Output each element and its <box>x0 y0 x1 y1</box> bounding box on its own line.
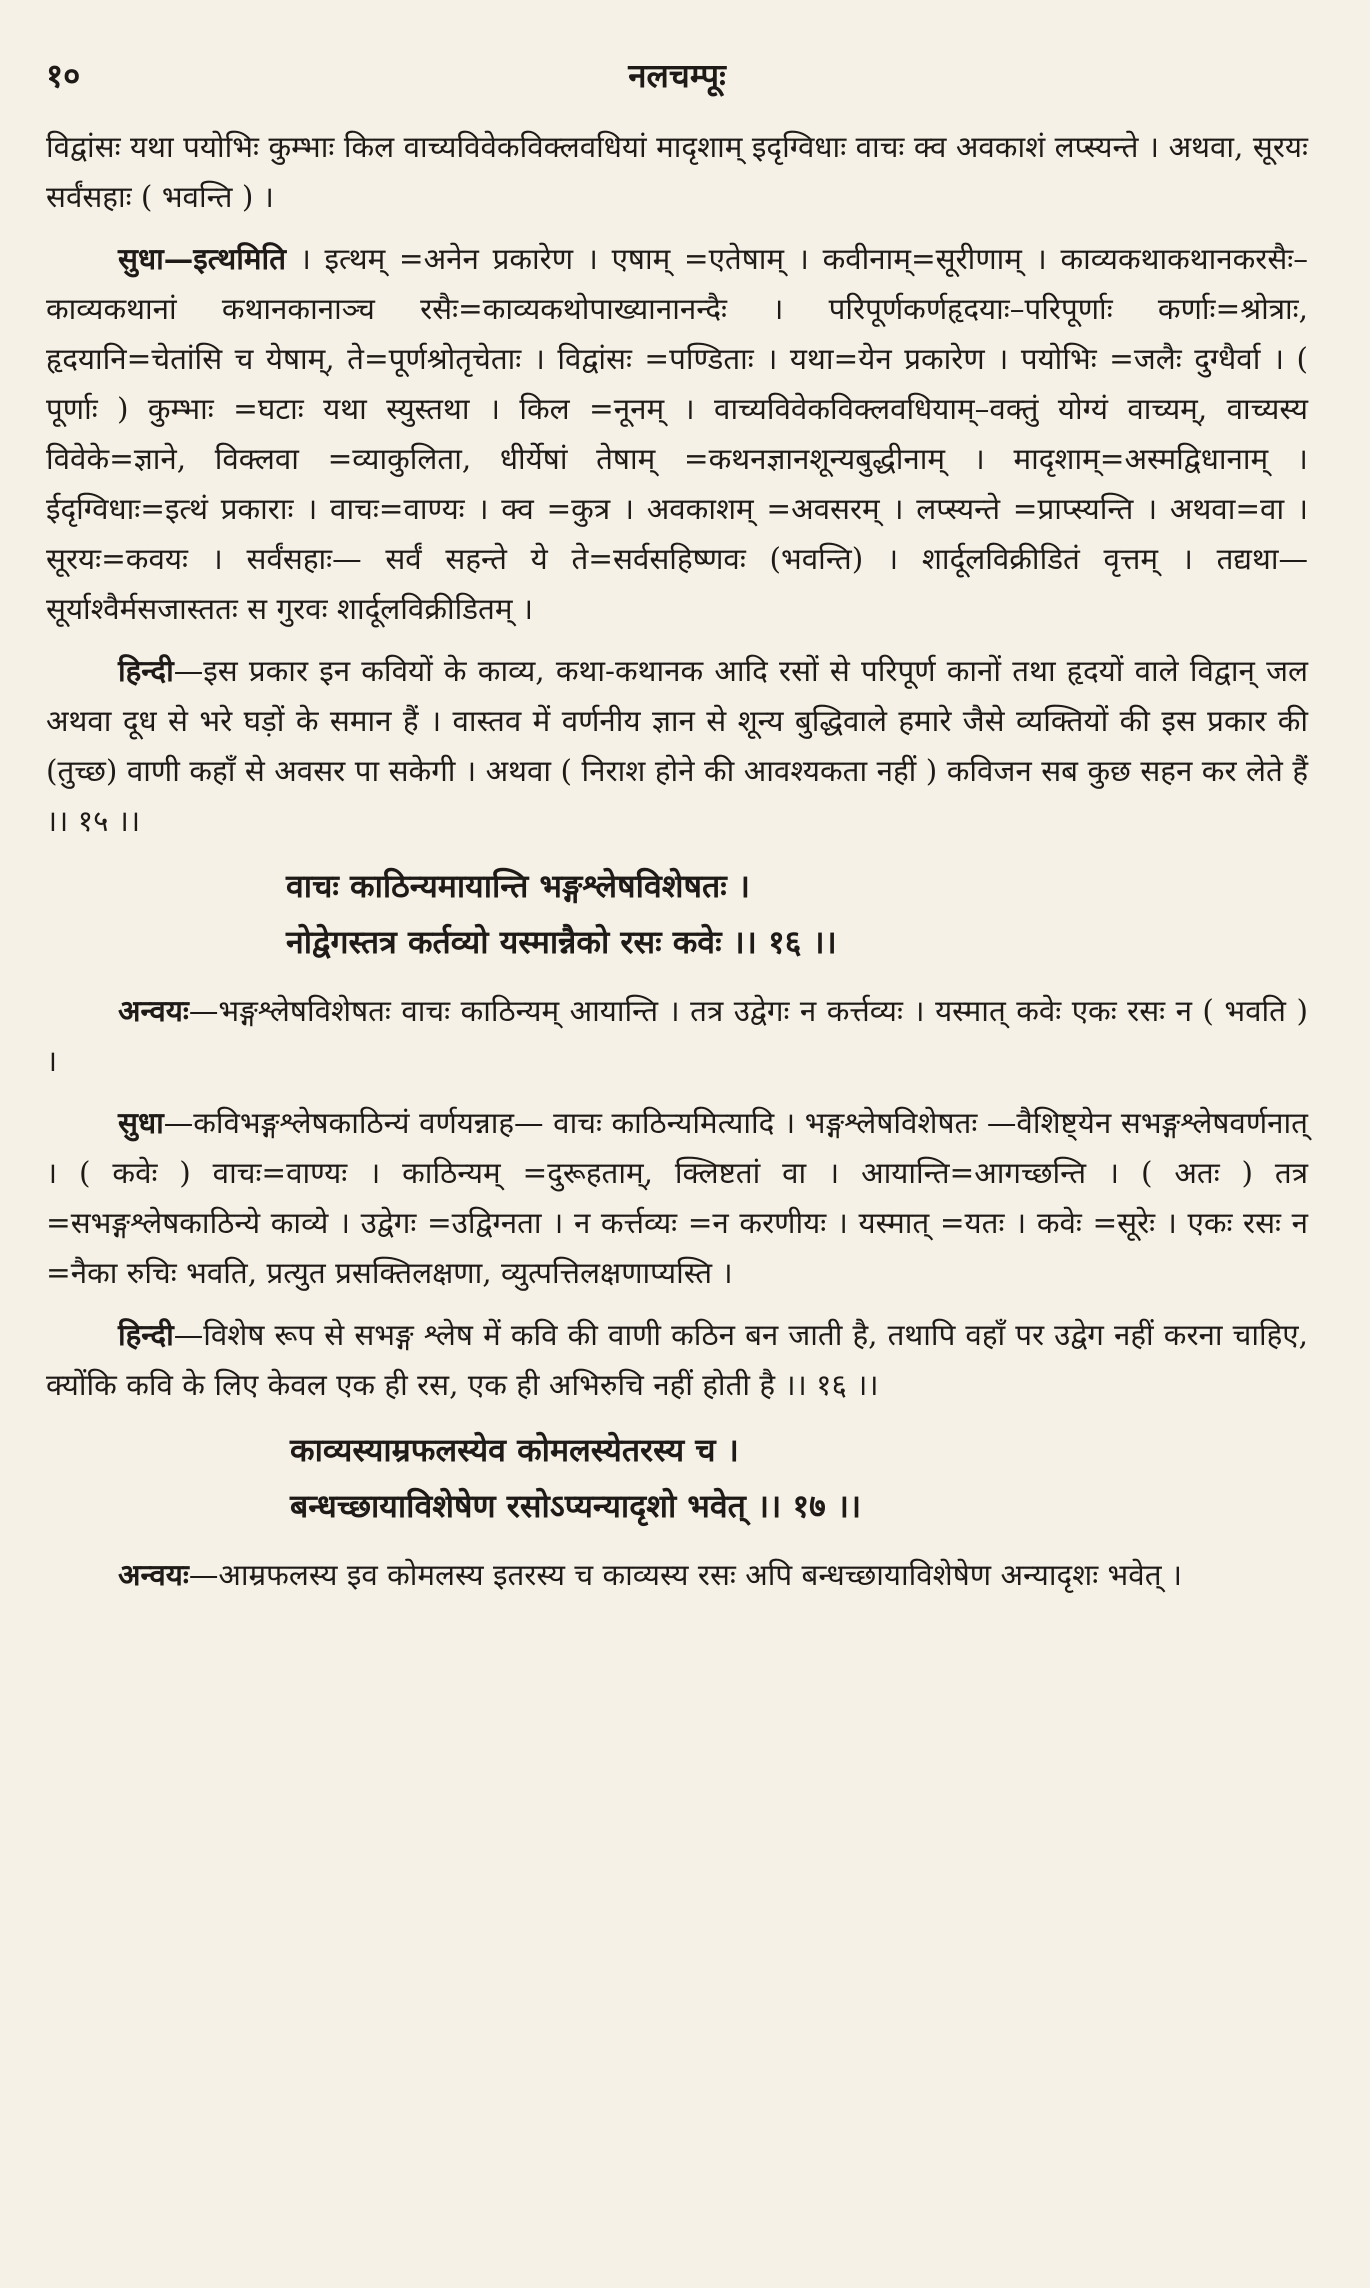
paragraph-label: अन्वयः <box>118 1557 189 1592</box>
text-paragraph <box>46 234 1308 634</box>
paragraph-text: —इस प्रकार इन कवियों के काव्य, कथा-कथानक आदि रसों से परिपूर्ण कानों तथा हृदयों वाले विद्वान् जल अथवा दूध से भरे घड़ों के समान हैं । वास्तव में वर्णनीय ज्ञान से शून्य बुद्धिवाले हमारे जैसे व्यक्तियों की इस प्रकार की (तुच्छ) वाणी कहाँ से अवसर पा सकेगी । अथवा ( निराश होने की आवश्यकता नहीं ) कविजन सब कुछ सहन कर लेते हैं ।। १५ ।। <box>46 654 1308 838</box>
paragraph-label: सुधा—इत्थमिति <box>118 241 287 276</box>
paragraph-text: —आम्रफलस्य इव कोमलस्य इतरस्य च काव्यस्य रसः अपि बन्धच्छायाविशेषेण अन्यादृशः भवेत् । <box>188 1558 1183 1592</box>
verse-line: नोद्वेगस्तत्र कर्तव्यो यस्मान्नैको रसः कवेः ।। १६ ।। <box>286 923 837 961</box>
paragraph-text: —विशेष रूप से सभङ्ग श्लेष में कवि की वाणी कठिन बन जाती है, तथापि वहाँ पर उद्वेग नहीं करना चाहिए, क्योंकि कवि के लिए केवल एक ही रस, एक ही अभिरुचि नहीं होती है ।। १६ ।। <box>46 1318 1308 1402</box>
text-paragraph <box>46 1550 1308 1600</box>
paragraph-label: हिन्दी <box>118 653 174 688</box>
verse-line: बन्धच्छायाविशेषेण रसोऽप्यन्यादृशो भवेत् ।। १७ ।। <box>290 1487 862 1525</box>
paragraph-text: —कविभङ्गश्लेषकाठिन्यं वर्णयन्नाह— वाचः काठिन्यमित्यादि । भङ्गश्लेषविशेषतः —वैशिष्ट्येन सभङ्गश्लेषवर्णनात् । ( कवेः ) वाचः=वाण्यः । काठिन्यम् =दुरूहताम्, क्लिष्टतां वा । आयान्ति=आगच्छन्ति । ( अतः ) तत्र =सभङ्गश्लेषकाठिन्ये काव्ये । उद्वेगः =उद्विग्नता । न कर्त्तव्यः =न करणीयः । यस्मात् =यतः । कवेः =सूरेः । एकः रसः न =नैका रुचिः भवति, प्रत्युत प्रसक्तिलक्षणा, व्युत्पत्तिलक्षणाप्यस्ति । <box>46 1106 1308 1290</box>
paragraph-text: विद्वांसः यथा पयोभिः कुम्भाः किल वाच्यविवेकविक्लवधियां मादृशाम् इदृग्विधाः वाचः क्व अवकाशं लप्स्यन्ते । अथवा, सूरयः सर्वंसहाः ( भवन्ति ) । <box>46 130 1308 214</box>
paragraph-text: —भङ्गश्लेषविशेषतः वाचः काठिन्यम् आयान्ति । तत्र उद्वेगः न कर्त्तव्यः । यस्मात् कवेः एकः रसः न ( भवति ) । <box>46 994 1308 1078</box>
verse-block <box>46 1422 1308 1534</box>
text-paragraph <box>46 646 1308 846</box>
paragraph-label: अन्वयः <box>118 993 189 1028</box>
verse-block <box>46 858 1308 970</box>
page-number: १० <box>46 56 81 95</box>
text-paragraph <box>46 986 1308 1086</box>
running-title: नलचम्पूः <box>628 56 726 95</box>
text-paragraph <box>46 1310 1308 1410</box>
page-header <box>46 52 1308 122</box>
page-body <box>46 122 1308 1600</box>
text-paragraph <box>46 122 1308 222</box>
paragraph-label: सुधा <box>118 1105 164 1140</box>
verse-line: काव्यस्याम्रफलस्येव कोमलस्येतरस्य च । <box>290 1431 739 1469</box>
paragraph-text: । इत्थम् =अनेन प्रकारेण । एषाम् =एतेषाम् । कवीनाम्=सूरीणाम् । काव्यकथाकथानकरसैः–काव्यकथानां कथानकानाञ्च रसैः=काव्यकथोपाख्यानानन्दैः । परिपूर्णकर्णहृदयाः–परिपूर्णाः कर्णाः=श्रोत्राः, हृदयानि=चेतांसि च येषाम्, ते=पूर्णश्रोतृचेताः । विद्वांसः =पण्डिताः । यथा=येन प्रकारेण । पयोभिः =जलैः दुग्धैर्वा । ( पूर्णाः ) कुम्भाः =घटाः यथा स्युस्तथा । किल =नूनम् । वाच्यविवेकविक्लवधियाम्–वक्तुं योग्यं वाच्यम्, वाच्यस्य विवेके=ज्ञाने, विक्लवा =व्याकुलिता, धीर्येषां तेषाम् =कथनज्ञानशून्यबुद्धीनाम् । मादृशाम्=अस्मद्विधानाम् । ईदृग्विधाः=इत्थं प्रकाराः । वाचः=वाण्यः । क्व =कुत्र । अवकाशम् =अवसरम् । लप्स्यन्ते =प्राप्स्यन्ति । अथवा=वा । सूरयः=कवयः । सर्वंसहाः— सर्वं सहन्ते ये ते=सर्वसहिष्णवः (भवन्ति) । शार्दूलविक्रीडितं वृत्तम् । तद्यथा— सूर्याश्वैर्मसजास्ततः स गुरवः शार्दूलविक्रीडितम् । <box>46 242 1308 626</box>
paragraph-label: हिन्दी <box>118 1317 174 1352</box>
verse-line: वाचः काठिन्यमायान्ति भङ्गश्लेषविशेषतः । <box>286 867 750 905</box>
text-paragraph <box>46 1098 1308 1298</box>
